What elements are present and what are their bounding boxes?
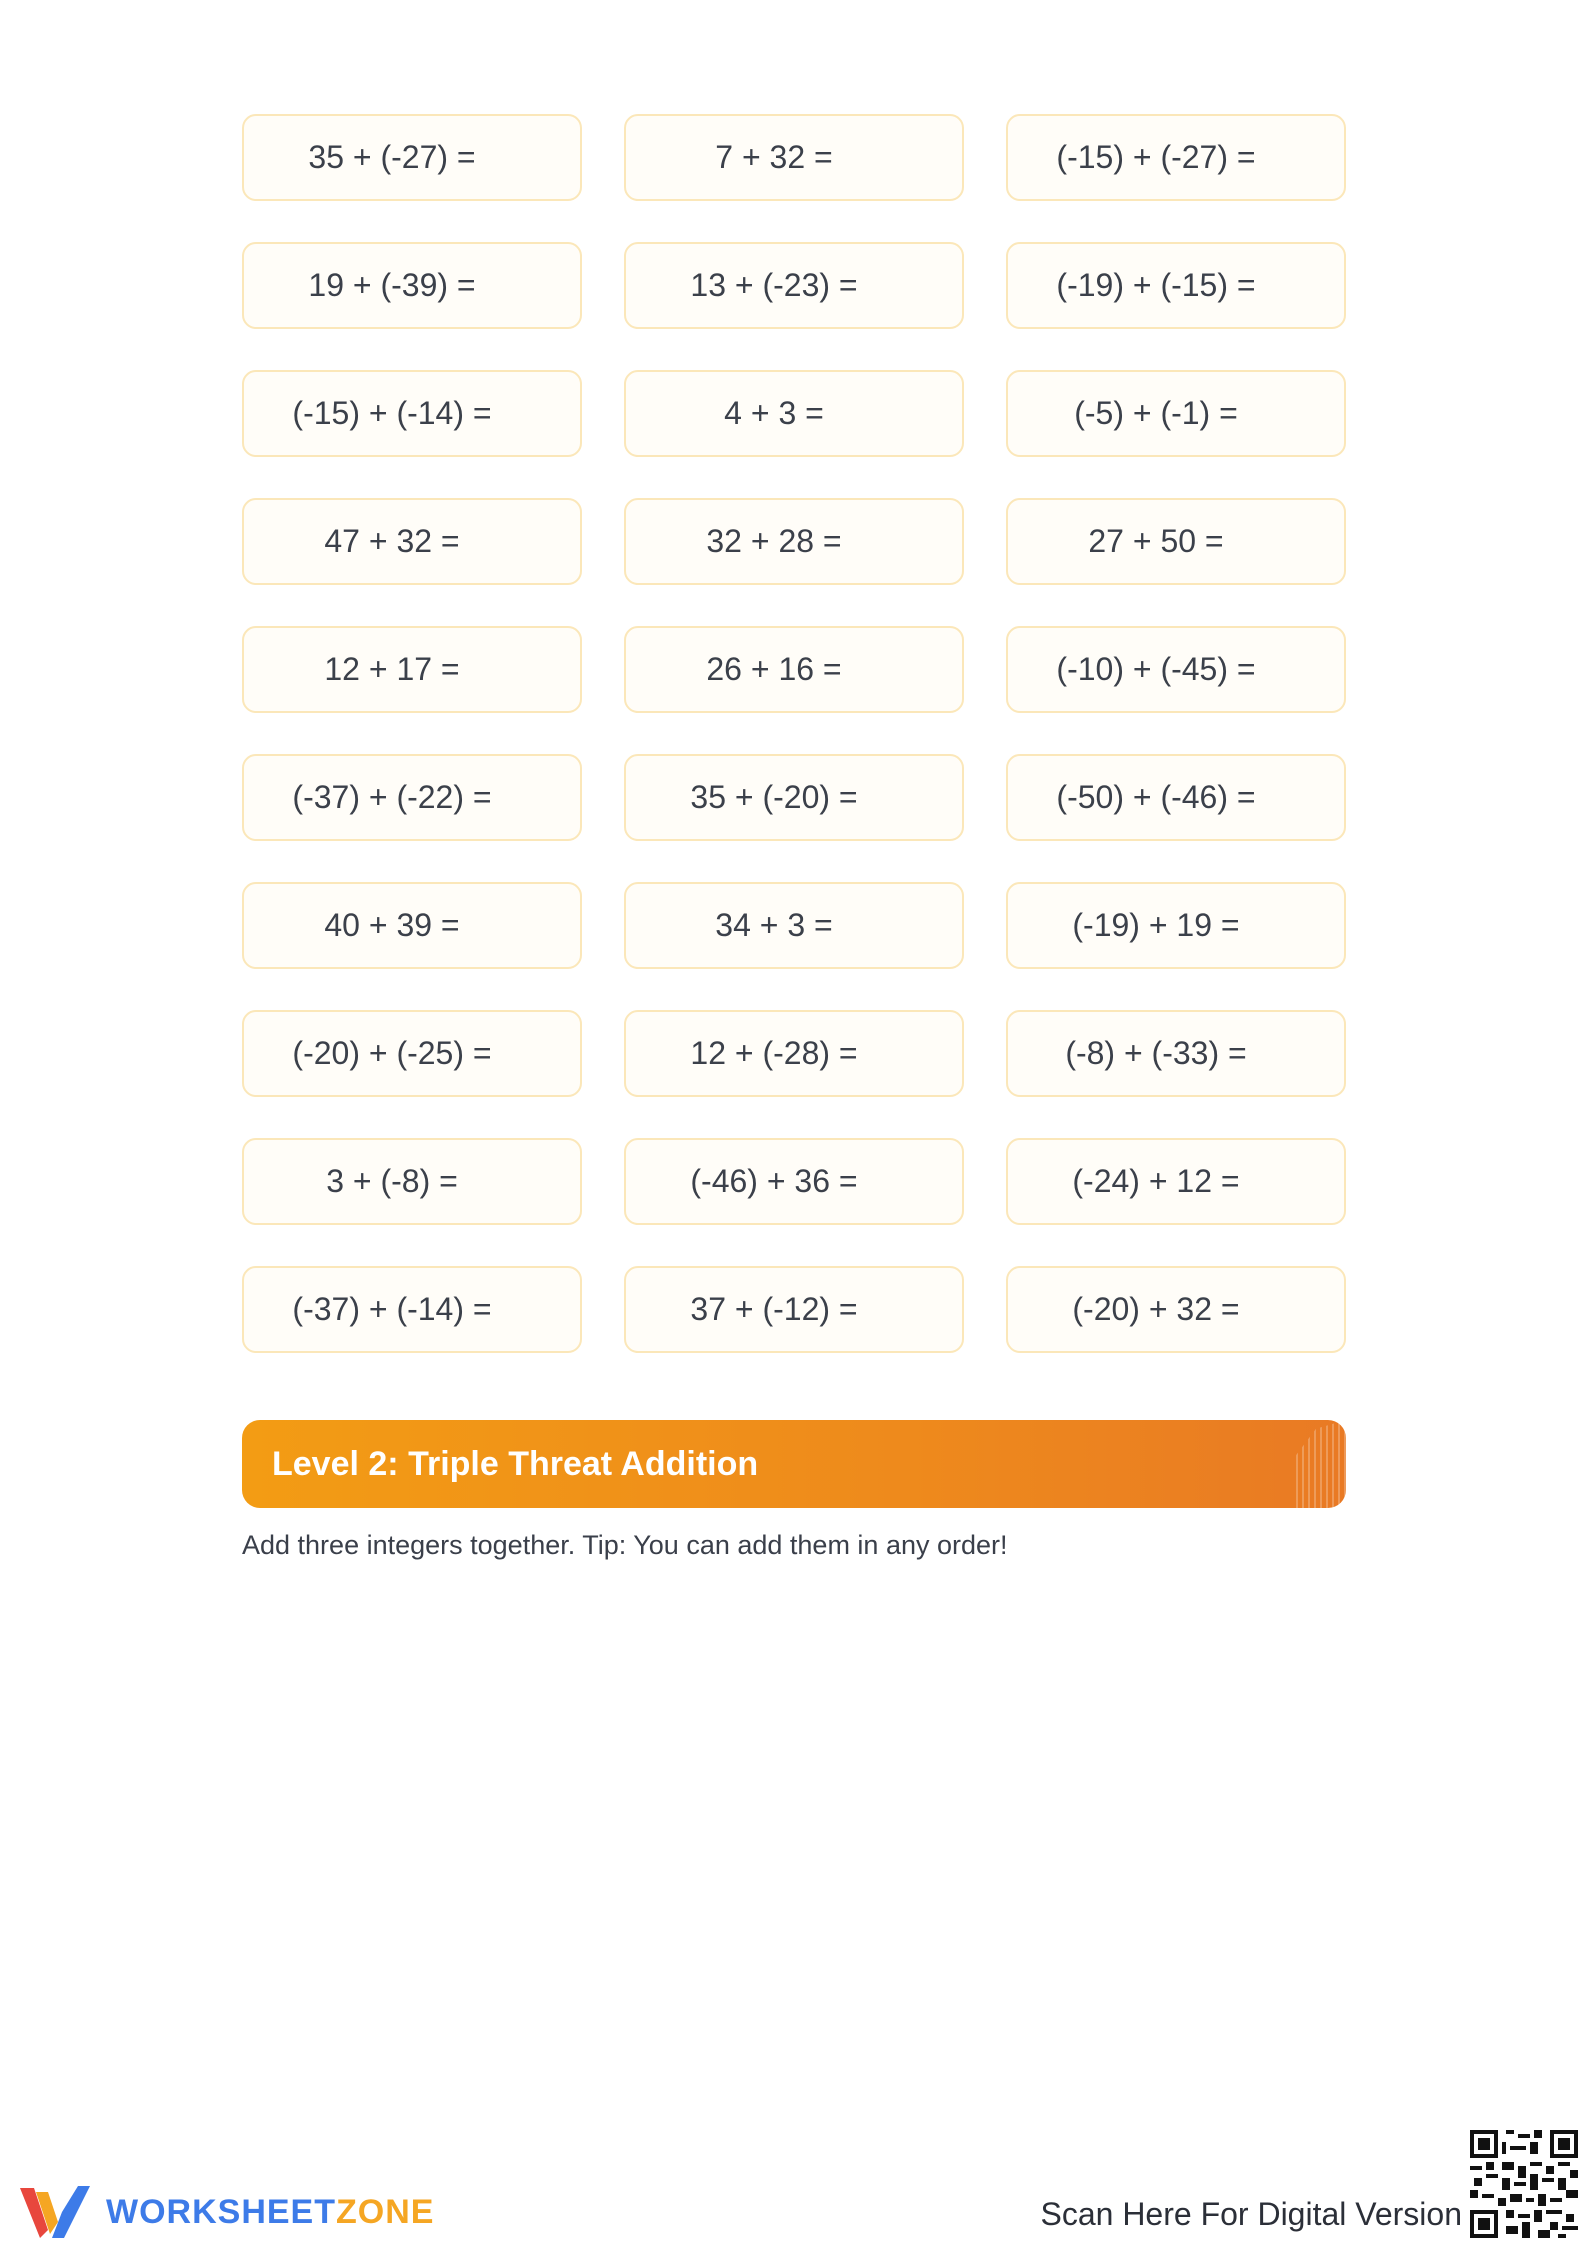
- problem-box: (-10) + (-45) =: [1006, 626, 1346, 713]
- problem-box: 12 + 17 =: [242, 626, 582, 713]
- problem-box: 19 + (-39) =: [242, 242, 582, 329]
- scan-caption: Scan Here For Digital Version: [1040, 2196, 1462, 2232]
- problem-box: 47 + 32 =: [242, 498, 582, 585]
- problem-box: 27 + 50 =: [1006, 498, 1346, 585]
- problem-grid: [242, 114, 1346, 1353]
- problem-box: 35 + (-20) =: [624, 754, 964, 841]
- problem-box: 37 + (-12) =: [624, 1266, 964, 1353]
- level-title: Level 2: Triple Threat Addition: [272, 1444, 759, 1483]
- problem-box: (-15) + (-14) =: [242, 370, 582, 457]
- problem-box: 7 + 32 =: [624, 114, 964, 201]
- problem-box: (-5) + (-1) =: [1006, 370, 1346, 457]
- problem-box: (-46) + 36 =: [624, 1138, 964, 1225]
- level-instructions: Add three integers together. Tip: You can add them in any order!: [242, 1530, 1008, 1560]
- qr-code-icon[interactable]: [1470, 2130, 1578, 2238]
- problem-box: (-37) + (-14) =: [242, 1266, 582, 1353]
- problem-box: (-20) + (-25) =: [242, 1010, 582, 1097]
- problem-box: (-19) + (-15) =: [1006, 242, 1346, 329]
- brand-logo: [18, 2182, 434, 2242]
- problem-box: 35 + (-27) =: [242, 114, 582, 201]
- problem-box: 40 + 39 =: [242, 882, 582, 969]
- problem-box: 32 + 28 =: [624, 498, 964, 585]
- problem-box: (-8) + (-33) =: [1006, 1010, 1346, 1097]
- problem-box: 34 + 3 =: [624, 882, 964, 969]
- problem-box: (-24) + 12 =: [1006, 1138, 1346, 1225]
- problem-box: (-15) + (-27) =: [1006, 114, 1346, 201]
- banner-decoration: [1296, 1420, 1346, 1508]
- problem-box: (-37) + (-22) =: [242, 754, 582, 841]
- problem-box: 12 + (-28) =: [624, 1010, 964, 1097]
- problem-box: 3 + (-8) =: [242, 1138, 582, 1225]
- brand-name: [106, 2193, 434, 2232]
- brand-name-part2: ZONE: [336, 2192, 435, 2231]
- problem-box: (-19) + 19 =: [1006, 882, 1346, 969]
- problem-box: 26 + 16 =: [624, 626, 964, 713]
- worksheetzone-logo-icon: [18, 2182, 92, 2242]
- level-banner: [242, 1420, 1346, 1508]
- problem-box: 13 + (-23) =: [624, 242, 964, 329]
- problem-box: (-50) + (-46) =: [1006, 754, 1346, 841]
- problem-box: (-20) + 32 =: [1006, 1266, 1346, 1353]
- brand-name-part1: WORKSHEET: [106, 2192, 336, 2231]
- problem-box: 4 + 3 =: [624, 370, 964, 457]
